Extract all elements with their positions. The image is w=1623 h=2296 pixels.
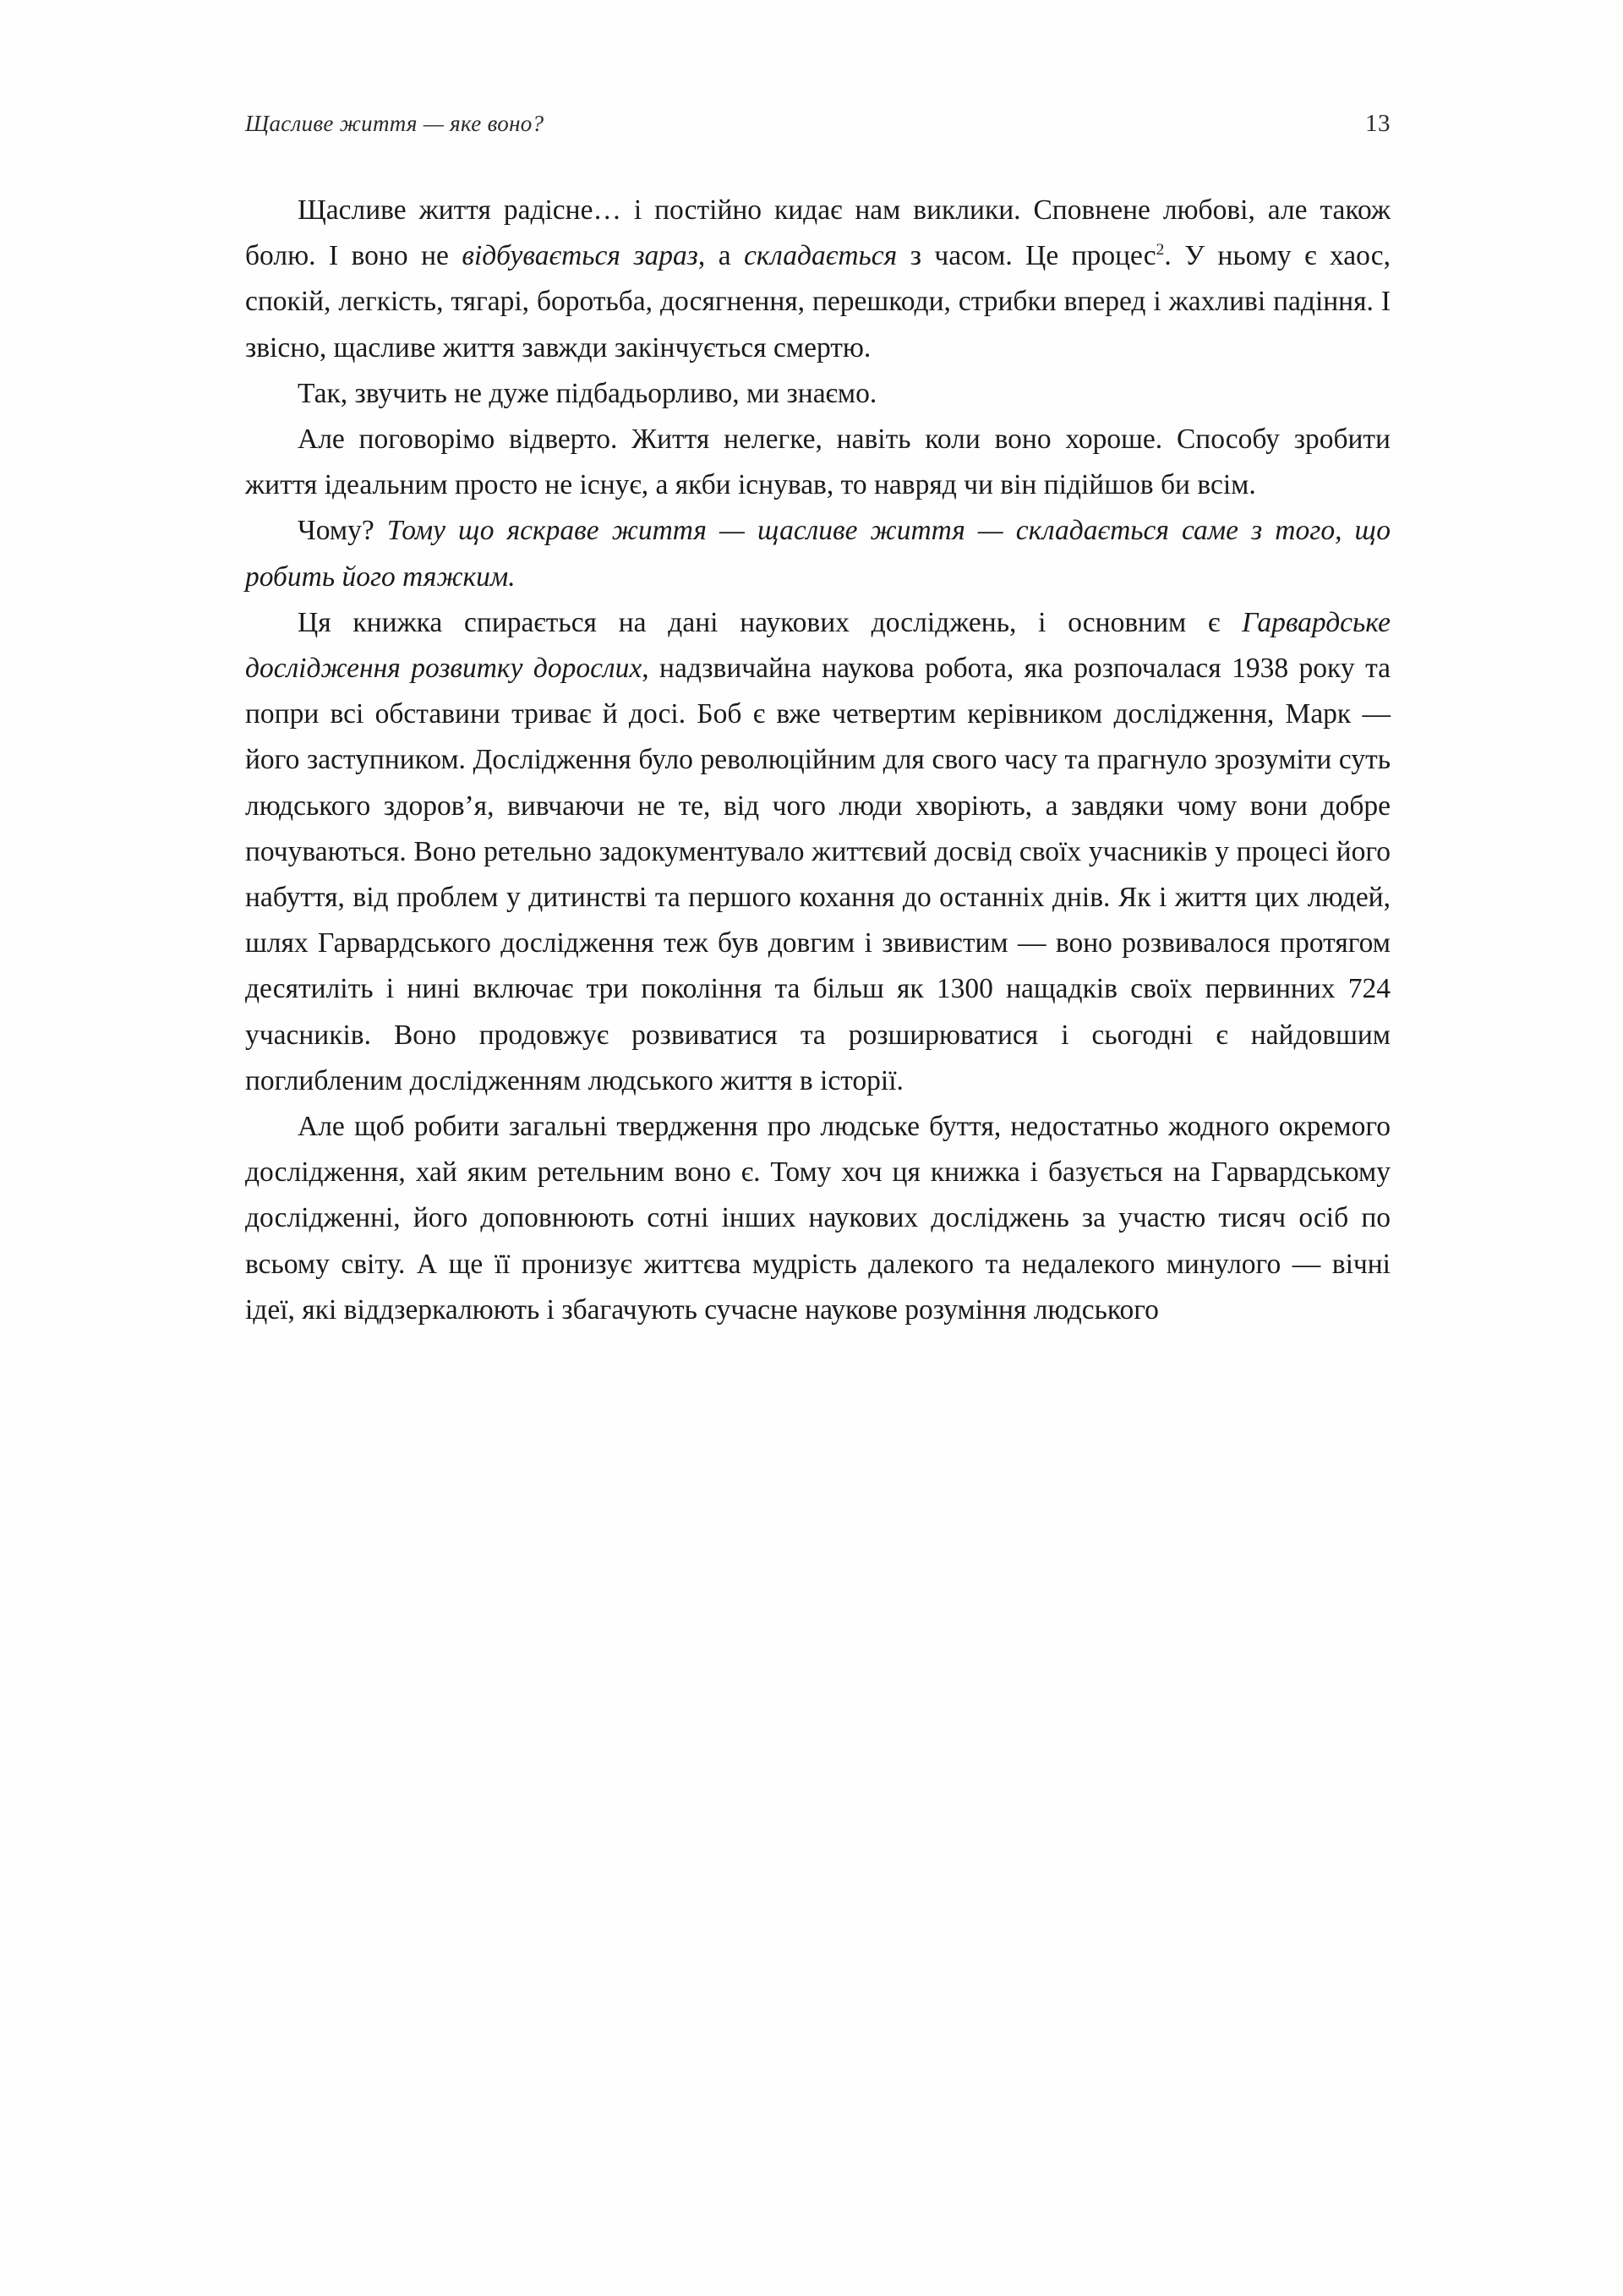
text-run: . У ньому є хаос, спокій, легкість, тягарі, боротьба, досягнення, перешкоди, стрибки вперед і жахливі падіння. І звісно, щасливе життя завжди закінчується смертю.: [245, 240, 1391, 364]
running-head: [245, 110, 1391, 138]
running-head-title: Щасливе життя — яке воно?: [245, 111, 544, 136]
italic-run: Гарвардське дослідження розвитку дорослих: [245, 606, 1391, 685]
italic-run: Тому що яскраве життя — щасливе життя — складається саме з того, що робить його тяжким.: [245, 515, 1391, 593]
text-run: , надзвичайна наукова робота, яка розпочалася 1938 року та попри всі обставини триває й досі. Боб є вже четвертим керівником дослідження, Марк — його заступником. Дослідження було революційним для свого часу та прагнуло зрозуміти суть людського здоров’я, вивчаючи не те, від чого люди хворіють, а завдяки чому вони добре почуваються. Воно ретельно задокументувало життєвий досвід своїх учасників у процесі його набуття, від проблем у дитинстві та першого кохання до останніх днів. Як і життя цих людей, шлях Гарвардського дослідження теж був довгим і звивистим — воно розвивалося протягом десятиліть і нині включає три покоління та більш як 1300 нащадків своїх первинних 724 учасників. Воно продовжує розвиватися та розширюватися і сьогодні є найдовшим поглибленим дослідженням людського життя в історії.: [245, 653, 1391, 1096]
text-run: Щасливе життя радісне… і постійно кидає нам виклики. Сповнене любові, але також болю. І воно не: [245, 194, 1391, 272]
text-run: Але щоб робити загальні твердження про людське буття, недостатньо жодного окремого дослідження, хай яким ретельним воно є. Тому хоч ця книжка і базується на Гарвардському дослідженні, його доповнюють сотні інших наукових досліджень за участю тисяч осіб по всьому світу. А ще її пронизує життєва мудрість далекого та недалекого минулого — вічні ідеї, які віддзеркалюють і збагачують сучасне наукове розуміння людського: [245, 1111, 1391, 1326]
footnote-marker: 2: [1156, 241, 1165, 260]
italic-run: складається: [744, 240, 898, 272]
paragraph: [245, 188, 1391, 371]
text-run: Чому?: [298, 515, 387, 547]
italic-run: відбувається зараз: [462, 240, 698, 272]
paragraph: [245, 1104, 1391, 1333]
text-run: Так, звучить не дуже підбадьорливо, ми знаємо.: [298, 377, 877, 409]
text-run: Але поговорімо відверто. Життя нелегке, навіть коли воно хороше. Способу зробити життя ідеальним просто не існує, а якби існував, то навряд чи він підійшов би всім.: [245, 424, 1391, 501]
paragraph: [245, 508, 1391, 599]
page-number: 13: [1365, 110, 1391, 137]
text-run: Ця книжка спирається на дані наукових досліджень, і основним є: [298, 606, 1243, 638]
paragraph: [245, 417, 1391, 508]
paragraph: [245, 600, 1391, 1104]
text-run: , а: [697, 240, 745, 272]
paragraph: [245, 371, 1391, 417]
text-run: з часом. Це процес: [897, 240, 1156, 272]
body-text-block: [245, 188, 1391, 1333]
